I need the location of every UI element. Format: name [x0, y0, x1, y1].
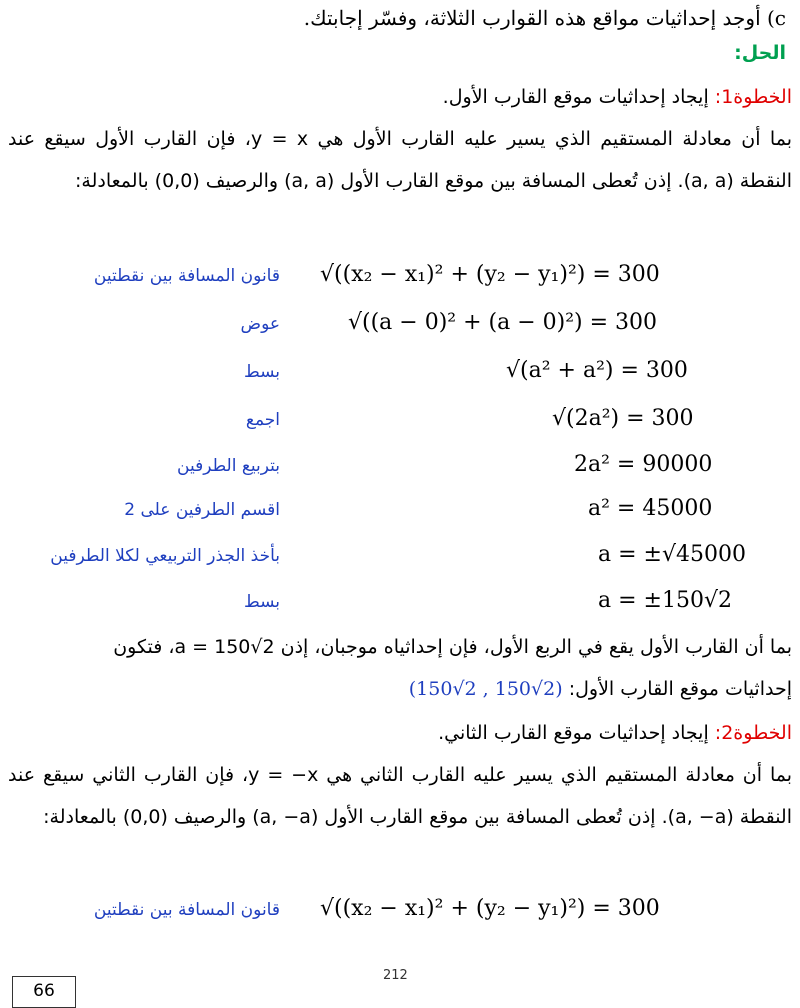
equation-row: [0, 890, 800, 934]
equation-math: a = ±√45000: [598, 542, 746, 567]
equation-label: اجمع: [245, 410, 280, 430]
step1-tag: الخطوة1:: [714, 86, 792, 108]
boxed-page-number: 66: [12, 976, 76, 1008]
page-number: 212: [383, 968, 408, 983]
step2-heading: [8, 722, 792, 744]
equation-row: [0, 582, 800, 626]
step2-title: إيجاد إحداثيات موقع القارب الثاني.: [438, 722, 709, 744]
step1-title: إيجاد إحداثيات موقع القارب الأول.: [442, 86, 709, 108]
equation-math: a² = 45000: [588, 496, 713, 521]
step1-heading: [8, 86, 792, 108]
equation-label: بسط: [243, 362, 280, 382]
step1-paragraph: بما أن معادلة المستقيم الذي يسير عليه القارب الأول هي y = x، فإن القارب الأول سيقع عند النقطة (a, a). إذن تُعطى المسافة بين موقع القارب الأول (a, a) والرصيف (0,0) بالمعادلة:: [8, 128, 792, 192]
equation-row: [0, 490, 800, 534]
equation-math: √((a − 0)² + (a − 0)²) = 300: [348, 310, 658, 335]
equation-label: قانون المسافة بين نقطتين: [93, 266, 280, 286]
equation-label: اقسم الطرفين على 2: [124, 500, 280, 520]
question-text: c) أوجد إحداثيات مواقع هذه القوارب الثلاثة، وفسّر إجابتك.: [303, 6, 786, 30]
equation-math: a = ±150√2: [598, 588, 732, 613]
equation-math: √(a² + a²) = 300: [506, 358, 688, 383]
equation-row: [0, 400, 800, 444]
equation-row: [0, 256, 800, 300]
equation-label: بأخذ الجذر التربيعي لكلا الطرفين: [50, 546, 280, 566]
step1-coords-line: [8, 678, 792, 700]
equation-label: عوض: [240, 314, 280, 334]
equation-math: √((x₂ − x₁)² + (y₂ − y₁)²) = 300: [320, 262, 660, 287]
equation-label: بسط: [243, 592, 280, 612]
equation-row: [0, 352, 800, 396]
equation-math: √((x₂ − x₁)² + (y₂ − y₁)²) = 300: [320, 896, 660, 921]
step2-paragraph: بما أن معادلة المستقيم الذي يسير عليه القارب الثاني هي y = −x، فإن القارب الثاني سيقع عند النقطة (a, −a). إذن تُعطى المسافة بين موقع القارب الأول (a, −a) والرصيف (0,0) بالمعادلة:: [8, 764, 793, 828]
step1-coords-text: إحداثيات موقع القارب الأول:: [568, 678, 792, 700]
equation-label: قانون المسافة بين نقطتين: [93, 900, 280, 920]
step1-conclusion: بما أن القارب الأول يقع في الربع الأول، فإن إحداثياه موجبان، إذن a = 150√2، فتكون: [113, 636, 792, 658]
equation-row: [0, 536, 800, 580]
equation-label: بتربيع الطرفين: [177, 456, 280, 476]
equation-row: [0, 304, 800, 348]
step1-coords-value: (150√2 , 150√2): [408, 678, 563, 700]
equation-row: [0, 446, 800, 490]
solution-label: الحل:: [734, 42, 786, 64]
equation-math: 2a² = 90000: [574, 452, 713, 477]
step2-tag: الخطوة2:: [714, 722, 792, 744]
equation-math: √(2a²) = 300: [552, 406, 694, 431]
